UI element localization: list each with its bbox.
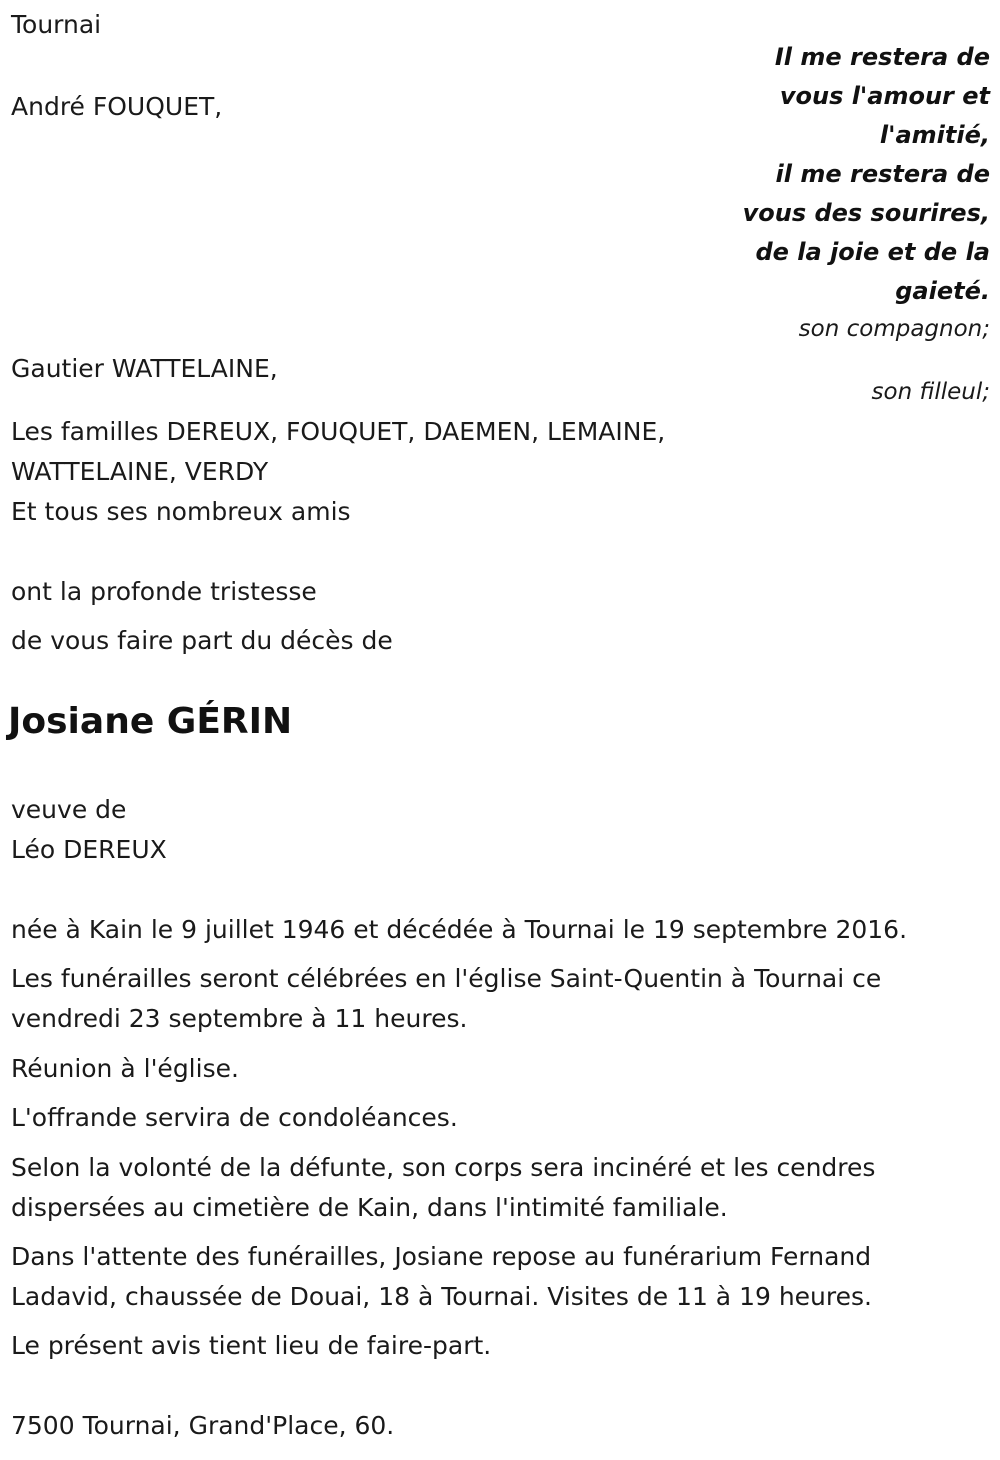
friends-line: Et tous ses nombreux amis <box>11 497 351 526</box>
announcement-line-1: ont la profonde tristesse <box>11 577 317 606</box>
poem-line: vous des sourires, <box>742 199 990 227</box>
spouse-name: Léo DEREUX <box>11 835 167 864</box>
deceased-name: Josiane GÉRIN <box>8 701 293 742</box>
families-line-1: Les familles DEREUX, FOUQUET, DAEMEN, LEMAINE, <box>11 417 666 446</box>
address-line: 7500 Tournai, Grand'Place, 60. <box>11 1411 395 1440</box>
notice-line: Le présent avis tient lieu de faire-part. <box>11 1331 492 1360</box>
poem-line: gaieté. <box>895 277 990 305</box>
poem-line: l'amitié, <box>879 121 990 149</box>
funeral-info: Les funérailles seront célébrées en l'église Saint-Quentin à Tournai ce vendredi 23 septembre à 11 heures. <box>11 964 882 1033</box>
offering-info: L'offrande servira de condoléances. <box>11 1103 458 1132</box>
announcement-line-2: de vous faire part du décès de <box>11 626 393 655</box>
location-heading: Tournai <box>11 10 102 39</box>
poem-quote <box>730 38 990 311</box>
companion-name: André FOUQUET, <box>11 92 223 121</box>
godson-name: Gautier WATTELAINE, <box>11 354 278 383</box>
wake-info: Dans l'attente des funérailles, Josiane repose au funérarium Fernand Ladavid, chaussée de Douai, 18 à Tournai. Visites de 11 à 19 heures. <box>11 1242 872 1311</box>
poem-line: Il me restera de <box>774 43 990 71</box>
poem-line: de la joie et de la <box>755 238 990 266</box>
poem-line: il me restera de <box>775 160 990 188</box>
cremation-info: Selon la volonté de la défunte, son corps sera incinéré et les cendres dispersées au cimetière de Kain, dans l'intimité familiale. <box>11 1153 876 1222</box>
companion-role: son compagnon; <box>798 316 990 342</box>
poem-line: vous l'amour et <box>779 82 990 110</box>
meeting-info: Réunion à l'église. <box>11 1054 239 1083</box>
godson-role: son filleul; <box>871 379 990 405</box>
families-line-2: WATTELAINE, VERDY <box>11 457 269 486</box>
birth-death-line: née à Kain le 9 juillet 1946 et décédée à Tournai le 19 septembre 2016. <box>11 915 908 944</box>
widow-of-label: veuve de <box>11 795 127 824</box>
